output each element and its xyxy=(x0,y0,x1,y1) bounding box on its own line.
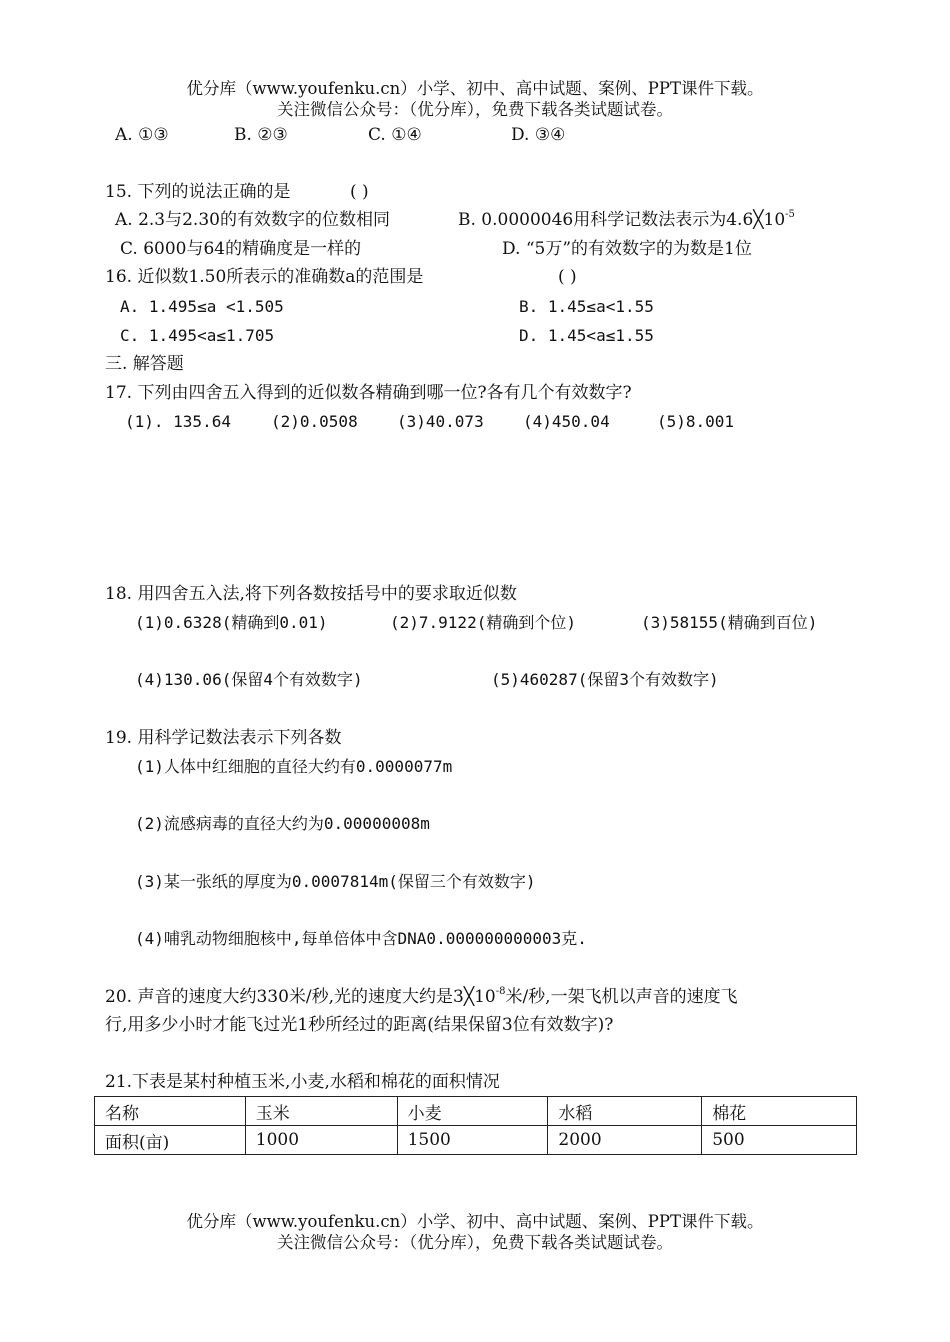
q16-option-b: B. 1.45≤a<1.55 xyxy=(519,297,654,316)
q15-stem: 15. 下列的说法正确的是 xyxy=(105,182,291,202)
table-cell: 1500 xyxy=(397,1126,548,1155)
q14-option-c: C. ①④ xyxy=(368,125,422,145)
planting-area-table xyxy=(94,1096,857,1155)
q19-item-3: (3)某一张纸的厚度为0.0007814m(保留三个有效数字) xyxy=(135,872,536,891)
q16-stem: 16. 近似数1.50所表示的准确数a的范围是 xyxy=(105,267,424,287)
q17-stem: 17. 下列由四舍五入得到的近似数各精确到哪一位?各有几个有效数字? xyxy=(105,383,632,403)
table-header-row xyxy=(95,1097,857,1126)
header-line-1: 优分库（www.youfenku.cn）小学、初中、高中试题、案例、PPT课件下载。 xyxy=(186,79,764,98)
q15-answer-paren: ( ) xyxy=(350,182,369,202)
q18-item-2: (2)7.9122(精确到个位) xyxy=(390,613,576,632)
q16-option-c: C. 1.495<a≤1.705 xyxy=(120,326,275,345)
q18-item-1: (1)0.6328(精确到0.01) xyxy=(135,613,328,632)
q18-item-4: (4)130.06(保留4个有效数字) xyxy=(135,670,363,689)
q14-option-d: D. ③④ xyxy=(511,125,566,145)
table-row xyxy=(95,1126,857,1155)
q16-option-a: A. 1.495≤a <1.505 xyxy=(120,297,284,316)
q17-item-4: (4)450.04 xyxy=(523,412,610,431)
q14-option-a: A. ①③ xyxy=(115,125,169,145)
q14-option-b: B. ②③ xyxy=(234,125,288,145)
header-line-2: 关注微信公众号：（优分库），免费下载各类试题试卷。 xyxy=(277,100,673,119)
section-heading: 三. 解答题 xyxy=(105,354,184,374)
q18-stem: 18. 用四舍五入法,将下列各数按括号中的要求取近似数 xyxy=(105,584,517,604)
q15-option-a: A. 2.3与2.30的有效数字的位数相同 xyxy=(115,210,390,230)
table-cell: 名称 xyxy=(95,1097,246,1126)
q20-line-2: 行,用多少小时才能飞过光1秒所经过的距离(结果保留3位有效数字)? xyxy=(105,1015,614,1035)
table-cell: 小麦 xyxy=(397,1097,548,1126)
q15-option-d: D. “5万”的有效数字的为数是1位 xyxy=(502,239,752,259)
q18-item-3: (3)58155(精确到百位) xyxy=(641,613,818,632)
table-cell: 水稻 xyxy=(548,1097,702,1126)
q15-option-b: B. 0.0000046用科学记数法表示为$4.6╳10^{-5}$ xyxy=(458,209,795,230)
table-cell: 面积(亩) xyxy=(95,1126,246,1155)
q16-option-d: D. 1.45<a≤1.55 xyxy=(519,326,654,345)
q21-stem: 21.下表是某村种植玉米,小麦,水稻和棉花的面积情况 xyxy=(105,1072,500,1092)
q17-item-1: (1). 135.64 xyxy=(125,412,231,431)
q19-item-1: (1)人体中红细胞的直径大约有0.0000077m xyxy=(135,757,453,776)
q19-stem: 19. 用科学记数法表示下列各数 xyxy=(105,728,342,748)
table-cell: 棉花 xyxy=(702,1097,857,1126)
q17-item-5: (5)8.001 xyxy=(657,412,735,431)
table-cell: 1000 xyxy=(245,1126,397,1155)
q19-item-4: (4)哺乳动物细胞核中,每单倍体中含DNA0.000000000003克. xyxy=(135,929,587,948)
q18-item-5: (5)460287(保留3个有效数字) xyxy=(491,670,719,689)
table-cell: 500 xyxy=(702,1126,857,1155)
q20-line-1: 20. 声音的速度大约330米/秒,光的速度大约是$3╳10^{-8}$米/秒,一架飞机以声音的速度飞 xyxy=(105,986,738,1007)
table-cell: 2000 xyxy=(548,1126,702,1155)
q15-option-c: C. 6000与64的精确度是一样的 xyxy=(120,239,362,259)
q17-item-3: (3)40.073 xyxy=(397,412,484,431)
q17-item-2: (2)0.0508 xyxy=(271,412,358,431)
footer-line-1: 优分库（www.youfenku.cn）小学、初中、高中试题、案例、PPT课件下载。 xyxy=(186,1212,764,1231)
table-cell: 玉米 xyxy=(245,1097,397,1126)
q16-answer-paren: ( ) xyxy=(558,267,577,287)
q19-item-2: (2)流感病毒的直径大约为0.00000008m xyxy=(135,814,430,833)
footer-line-2: 关注微信公众号：（优分库），免费下载各类试题试卷。 xyxy=(277,1233,673,1252)
